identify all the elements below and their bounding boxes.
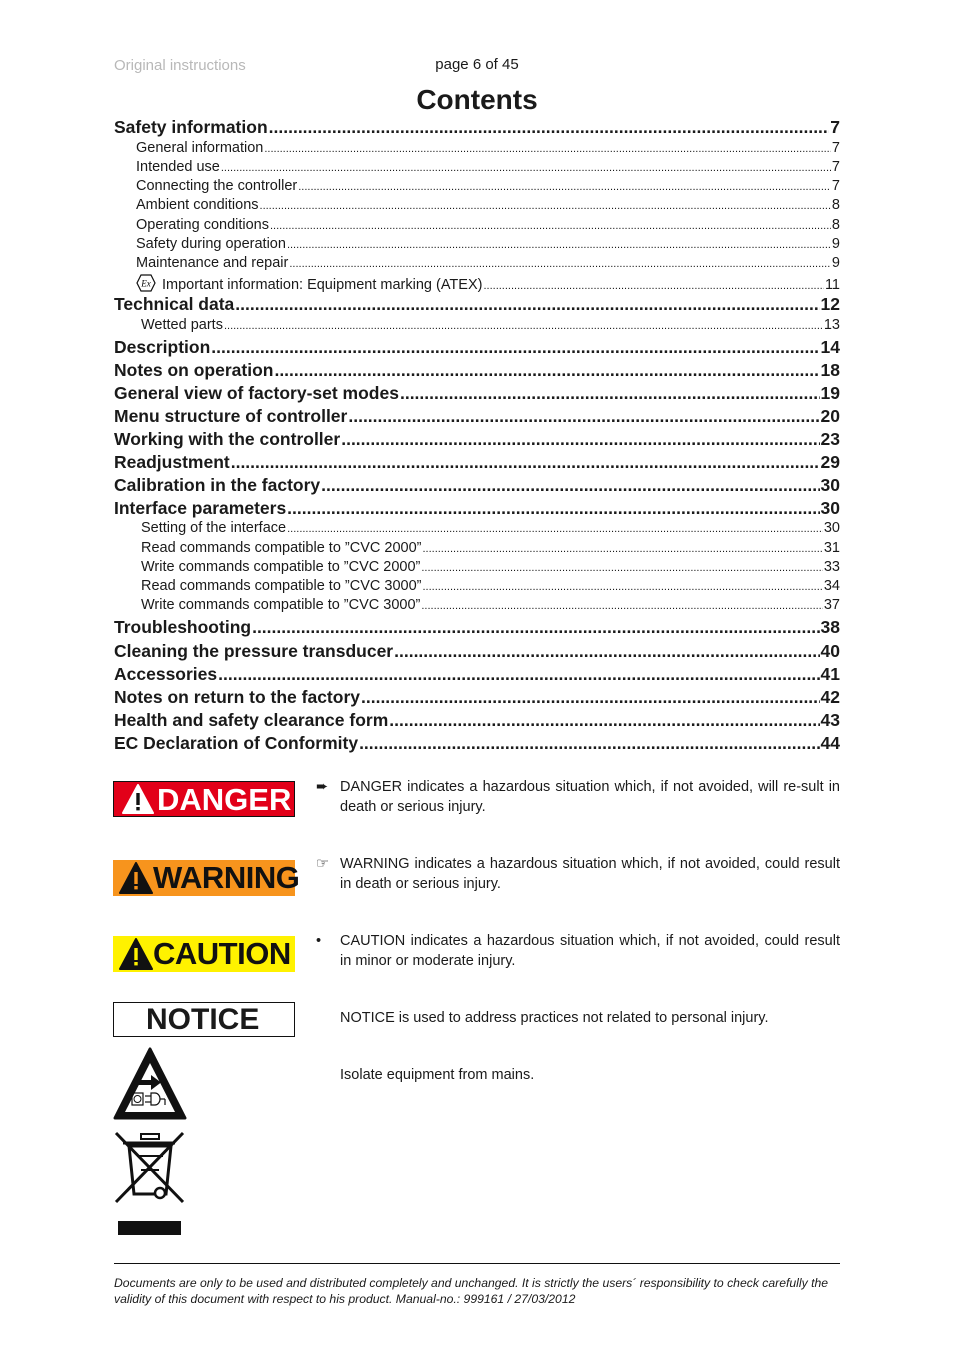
toc-entry-page: 7 — [831, 159, 840, 175]
toc-entry-title: Maintenance and repair — [136, 255, 289, 271]
toc-entry[interactable] — [114, 687, 840, 709]
toc-entry-page: 11 — [824, 277, 840, 293]
toc-entry-page: 12 — [820, 294, 840, 314]
toc-entry-page: 19 — [820, 383, 840, 403]
toc-entry-title: Read commands compatible to ”CVC 2000” — [141, 540, 422, 556]
toc-entry-page: 30 — [820, 475, 840, 495]
toc-leader-dots — [270, 220, 831, 232]
toc-entry[interactable] — [114, 178, 840, 197]
toc-entry-title: Cleaning the pressure transducer — [114, 641, 394, 661]
isolate-mains-icon — [113, 1046, 189, 1122]
footer-divider — [114, 1263, 840, 1264]
toc-leader-dots — [361, 687, 820, 708]
toc-entry[interactable] — [114, 117, 840, 139]
isolate-description: Isolate equipment from mains. — [340, 1067, 535, 1083]
toc-entry[interactable] — [114, 559, 840, 578]
toc-entry-page: 7 — [831, 178, 840, 194]
toc-entry[interactable] — [114, 217, 840, 236]
toc-entry-title: Wetted parts — [141, 317, 223, 333]
toc-entry[interactable] — [114, 475, 840, 497]
danger-label: DANGER — [157, 782, 292, 817]
danger-marker: ➨ — [316, 779, 329, 795]
toc-entry-page: 44 — [820, 733, 840, 753]
toc-leader-dots — [231, 452, 820, 473]
toc-leader-dots — [359, 733, 819, 754]
header-original-instructions: Original instructions — [114, 57, 246, 74]
caution-marker: • — [316, 933, 322, 949]
toc-entry-title: Write commands compatible to ”CVC 2000” — [141, 559, 421, 575]
toc-entry[interactable] — [114, 197, 840, 216]
toc-entry[interactable] — [114, 520, 840, 539]
toc-entry-page: 13 — [823, 317, 840, 333]
toc-entry[interactable] — [114, 406, 840, 428]
toc-entry-title: Interface parameters — [114, 498, 287, 518]
toc-entry-title: Operating conditions — [136, 217, 269, 233]
toc-entry-title: Write commands compatible to ”CVC 3000” — [141, 597, 421, 613]
toc-entry[interactable] — [114, 383, 840, 405]
svg-text:Ex: Ex — [141, 278, 151, 289]
toc-leader-dots — [287, 239, 831, 251]
toc-entry-page: 42 — [820, 687, 840, 707]
toc-leader-dots — [274, 360, 819, 381]
toc-leader-dots — [264, 143, 831, 155]
toc-entry-title-wrap — [136, 274, 482, 293]
toc-entry[interactable] — [114, 452, 840, 474]
toc-entry[interactable] — [114, 429, 840, 451]
toc-leader-dots — [221, 162, 831, 174]
toc-leader-dots — [235, 294, 819, 315]
toc-entry[interactable] — [114, 617, 840, 639]
toc-entry-title: Readjustment — [114, 452, 230, 472]
toc-leader-dots — [298, 181, 831, 193]
ex-atex-icon — [136, 274, 156, 292]
toc-entry[interactable] — [114, 159, 840, 178]
toc-entry-page: 41 — [820, 664, 840, 684]
toc-entry-title: Intended use — [136, 159, 220, 175]
toc-entry-title: Description — [114, 337, 211, 357]
toc-entry-page: 20 — [820, 406, 840, 426]
toc-entry-page: 33 — [823, 559, 840, 575]
toc-entry[interactable] — [114, 498, 840, 520]
warning-description: WARNING indicates a hazardous situation which, if not avoided, could result in death or serious injury. — [340, 856, 840, 892]
warning-marker: ☞ — [316, 856, 329, 872]
caution-description: CAUTION indicates a hazardous situation which, if not avoided, could result in minor or moderate injury. — [340, 933, 840, 969]
danger-description: DANGER indicates a hazardous situation which, if not avoided, will re-sult in death or serious injury. — [340, 779, 840, 815]
toc-entry-page: 31 — [823, 540, 840, 556]
toc-entry-title: Health and safety clearance form — [114, 710, 389, 730]
toc-entry-page: 7 — [830, 117, 840, 137]
toc-entry-title: General information — [136, 140, 264, 156]
toc-entry-title: Notes on return to the factory — [114, 687, 360, 707]
toc-entry-page: 14 — [820, 337, 840, 357]
toc-leader-dots — [218, 664, 819, 685]
toc-entry-title: Notes on operation — [114, 360, 274, 380]
toc-entry[interactable] — [114, 317, 840, 336]
toc-entry-title: General view of factory-set modes — [114, 383, 399, 403]
toc-entry-page: 23 — [820, 429, 840, 449]
toc-entry-page: 34 — [823, 578, 840, 594]
toc-leader-dots — [269, 117, 830, 138]
warning-triangle-icon — [120, 782, 160, 816]
toc-entry-title: Calibration in the factory — [114, 475, 321, 495]
toc-entry[interactable] — [114, 274, 840, 293]
toc-leader-dots — [389, 710, 819, 731]
warning-sign — [113, 860, 300, 896]
footer-disclaimer: Documents are only to be used and distributed completely and unchanged. It is strictly the users´ responsibility to check carefully the validity of this document with respect to his product. Manual-no.: 999161 / 27/03/2012 — [114, 1276, 829, 1306]
toc-entry-title: Ambient conditions — [136, 197, 259, 213]
toc-entry-page: 40 — [820, 641, 840, 661]
toc-entry-title: Safety during operation — [136, 236, 286, 252]
toc-leader-dots — [321, 475, 819, 496]
toc-entry-page: 18 — [820, 360, 840, 380]
toc-entry-page: 9 — [831, 255, 840, 271]
toc-entry-page: 38 — [820, 617, 840, 637]
toc-entry[interactable] — [114, 664, 840, 686]
toc-entry[interactable] — [114, 236, 840, 255]
notice-description: NOTICE is used to address practices not related to personal injury. — [340, 1010, 769, 1026]
toc-entry[interactable] — [114, 710, 840, 732]
toc-entry-page: 30 — [823, 520, 840, 536]
danger-sign — [113, 781, 295, 817]
toc-leader-dots — [211, 337, 819, 358]
toc-entry[interactable] — [114, 255, 840, 274]
toc-leader-dots — [422, 543, 822, 555]
crossed-out-bin-icon — [113, 1130, 187, 1240]
toc-leader-dots — [348, 406, 819, 427]
toc-entry-title: Important information: Equipment marking (ATEX) — [162, 277, 483, 293]
toc-entry-title: Troubleshooting — [114, 617, 252, 637]
toc-leader-dots — [394, 641, 819, 662]
toc-leader-dots — [421, 562, 822, 574]
toc-entry-title: Technical data — [114, 294, 235, 314]
warning-triangle-icon — [117, 936, 157, 972]
toc-entry-page: 30 — [820, 498, 840, 518]
toc-entry-title: Menu structure of controller — [114, 406, 348, 426]
toc-leader-dots — [421, 600, 822, 612]
toc-entry[interactable] — [114, 360, 840, 382]
toc-leader-dots — [260, 200, 831, 212]
toc-entry-title: Working with the controller — [114, 429, 341, 449]
toc-leader-dots — [287, 498, 819, 519]
toc-entry-title: EC Declaration of Conformity — [114, 733, 359, 753]
toc-entry[interactable] — [114, 337, 840, 359]
toc-leader-dots — [422, 581, 822, 593]
toc-entry[interactable] — [114, 578, 840, 597]
toc-entry-page: 43 — [820, 710, 840, 730]
toc-leader-dots — [289, 258, 831, 270]
toc-leader-dots — [252, 617, 819, 638]
toc-entry-title: Read commands compatible to ”CVC 3000” — [141, 578, 422, 594]
warning-triangle-icon — [117, 860, 157, 896]
toc-entry[interactable] — [114, 597, 840, 616]
toc-entry-page: 7 — [831, 140, 840, 156]
toc-leader-dots — [287, 523, 823, 535]
toc-entry-page: 37 — [823, 597, 840, 613]
toc-entry-title: Accessories — [114, 664, 218, 684]
toc-leader-dots — [400, 383, 820, 404]
toc-entry[interactable] — [114, 733, 840, 755]
toc-leader-dots — [483, 280, 823, 292]
toc-entry-page: 8 — [831, 197, 840, 213]
toc-entry-title: Safety information — [114, 117, 268, 137]
page-number: page 6 of 45 — [435, 56, 519, 73]
page-title: Contents — [416, 84, 538, 115]
toc-leader-dots — [224, 320, 823, 332]
toc-entry[interactable] — [114, 140, 840, 159]
toc-entry[interactable] — [114, 641, 840, 663]
toc-entry[interactable] — [114, 540, 840, 559]
toc-entry-title: Connecting the controller — [136, 178, 298, 194]
toc-entry[interactable] — [114, 294, 840, 316]
caution-sign — [113, 936, 295, 972]
warning-label: WARNING — [153, 860, 300, 895]
toc-leader-dots — [341, 429, 819, 450]
notice-sign: NOTICE — [113, 1002, 295, 1037]
caution-label: CAUTION — [153, 936, 291, 971]
toc-entry-page: 29 — [820, 452, 840, 472]
toc-entry-page: 9 — [831, 236, 840, 252]
toc-entry-page: 8 — [831, 217, 840, 233]
toc-entry-title: Setting of the interface — [141, 520, 287, 536]
